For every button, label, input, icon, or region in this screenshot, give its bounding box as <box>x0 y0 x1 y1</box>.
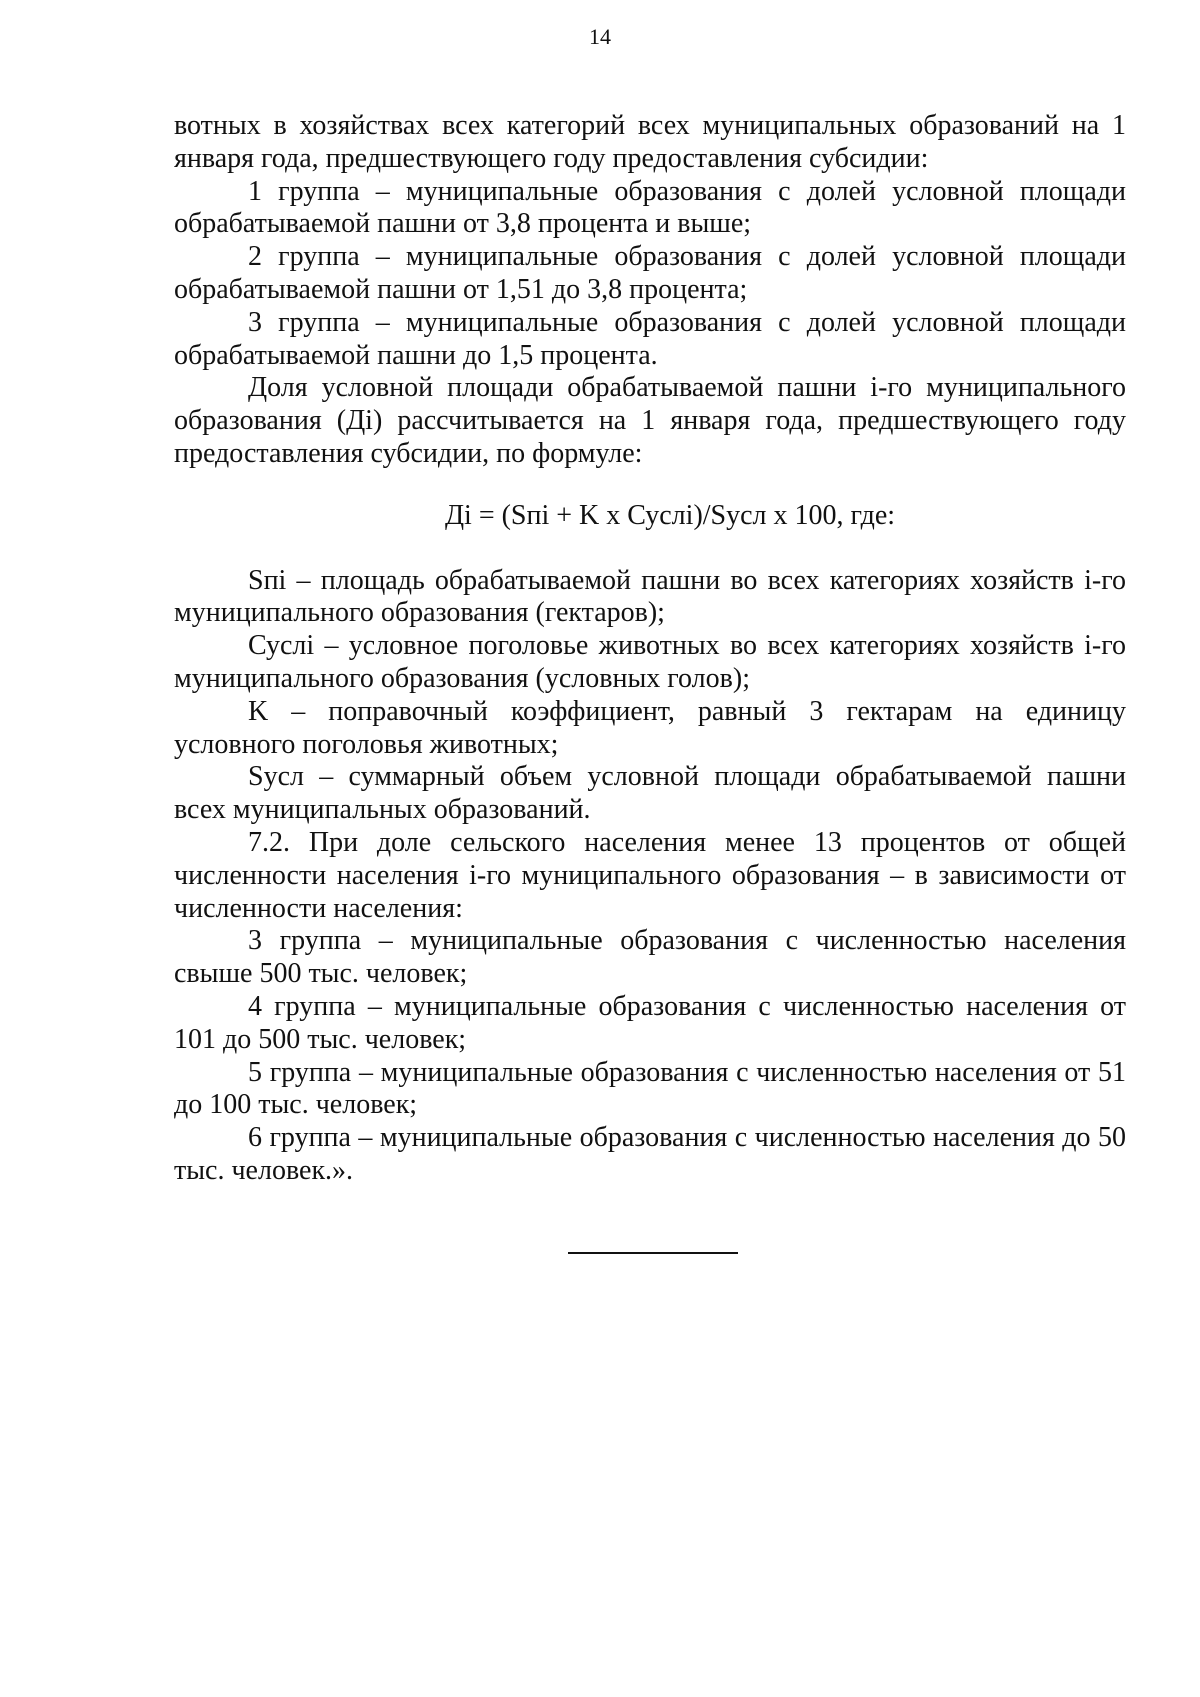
formula: Дi = (Sпi + K x Суслi)/Sусл x 100, где: <box>444 499 896 531</box>
paragraph-clause-7-2: 7.2. При доле сельского населения менее 13 процентов от общей численности населения i-го муниципального образования – в зависимости от численности населения: <box>174 826 1126 924</box>
paragraph-continuation: вотных в хозяйствах всех категорий всех муниципальных образований на 1 января года, предшествующего году предоставления субсидии: <box>174 110 1126 174</box>
paragraph-spi-definition: Sпi – площадь обрабатываемой пашни во всех категориях хозяйств i-го муниципального образования (гектаров); <box>174 564 1126 629</box>
document-body <box>174 110 1126 1188</box>
paragraph-susli-definition: Суслi – условное поголовье животных во всех категориях хозяйств i-го муниципального образования (условных голов); <box>174 630 1126 694</box>
paragraph-group-4-population: 4 группа – муниципальные образования с численностью населения от 101 до 500 тыс. человек; <box>174 990 1126 1055</box>
paragraph-susl-definition: Sусл – суммарный объем условной площади обрабатываемой пашни всех муниципальных образований. <box>174 761 1126 826</box>
page-number: 14 <box>589 24 611 49</box>
paragraph-group-3-population: 3 группа – муниципальные образования с численностью населения свыше 500 тыс. человек; <box>174 925 1126 990</box>
paragraph-share-definition: Доля условной площади обрабатываемой пашни i-го муниципального образования (Дi) рассчитывается на 1 января года, предшествующего году предоставления субсидии, по формуле: <box>174 372 1126 469</box>
paragraph-group-5-population: 5 группа – муниципальные образования с численностью населения от 51 до 100 тыс. человек; <box>174 1056 1126 1121</box>
paragraph-group-2-area: 2 группа – муниципальные образования с долей условной площади обрабатываемой пашни от 1,51 до 3,8 процента; <box>174 241 1126 305</box>
paragraph-k-definition: K – поправочный коэффициент, равный 3 гектарам на единицу условного поголовья животных; <box>174 695 1126 760</box>
paragraph-group-3-area: 3 группа – муниципальные образования с долей условной площади обрабатываемой пашни до 1,5 процента. <box>174 306 1126 371</box>
paragraph-group-1-area: 1 группа – муниципальные образования с долей условной площади обрабатываемой пашни от 3,8 процента и выше; <box>174 175 1126 240</box>
end-of-document-rule <box>568 1252 738 1254</box>
paragraph-group-6-population: 6 группа – муниципальные образования с численностью населения до 50 тыс. человек.». <box>174 1122 1126 1186</box>
